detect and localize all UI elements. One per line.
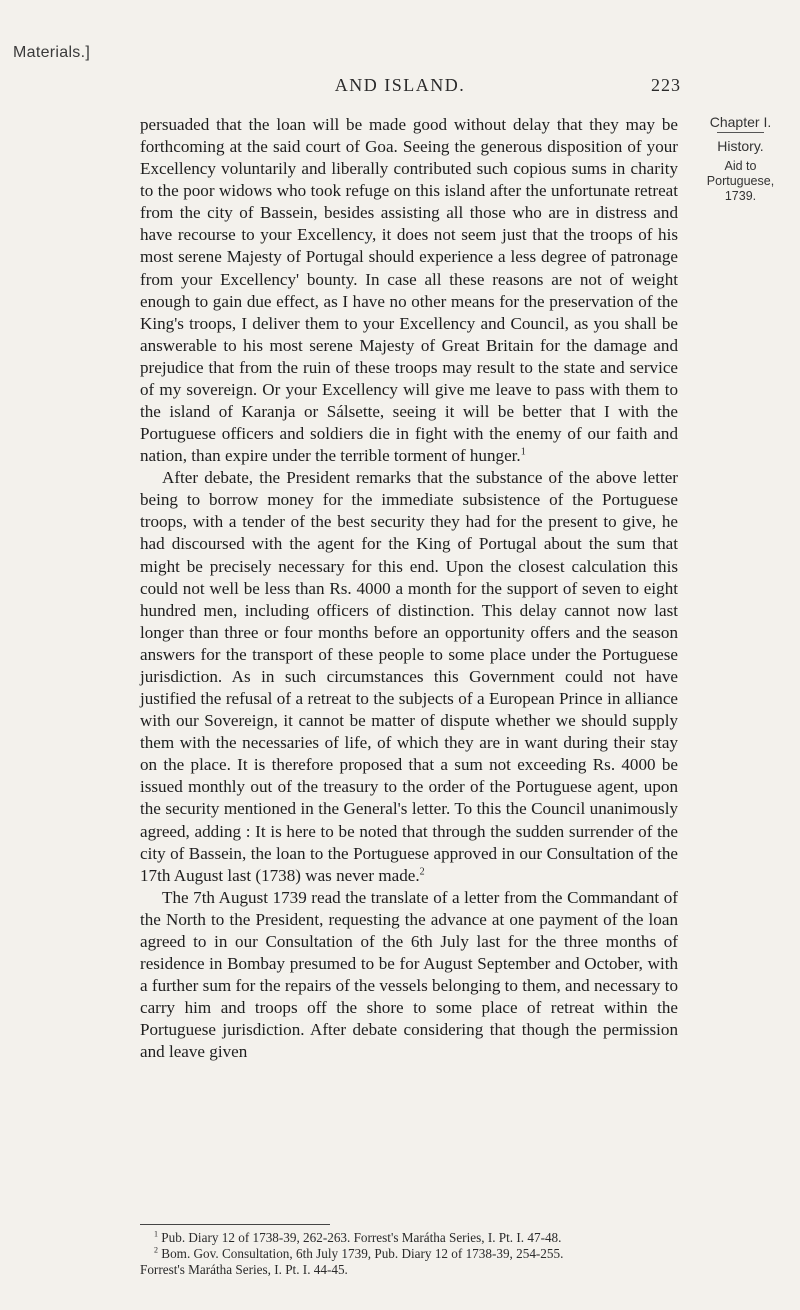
margin-topic-line-2: Portuguese, [706, 174, 775, 188]
footnote-ref-2: 2 [419, 865, 425, 877]
margin-topic [681, 159, 800, 204]
paragraph-3-text: The 7th August 1739 read the translate of a letter from the Commandant of the North to the President, requesting the advance at one payment of the loan agreed to in our Consultation of the 6th July last for the three months of residence in Bombay presumed to be for August September and October, with a further sum for the repairs of the vessels belonging to them, and necessary to carry him and troops off the shore to some place of retreat within the Portuguese jurisdiction. After debate considering that though the permission and leave given [140, 887, 678, 1062]
paragraph-3 [140, 887, 678, 1064]
body-text [140, 114, 678, 1063]
footnote-2-text: Bom. Gov. Consultation, 6th July 1739, Pub. Diary 12 of 1738-39, 254-255. [161, 1246, 564, 1261]
paragraph-2 [140, 467, 678, 886]
running-head-title: AND ISLAND. [334, 75, 466, 95]
paragraph-2-text: After debate, the President remarks that the substance of the above letter being to borrow money for the immediate subsistence of the Portuguese troops, with a tender of the best security they had for the present to give, he had discoursed with the agent for the King of Portugal about the sum that might be precisely necessary for this end. Upon the closest calculation this could not well be less than Rs. 4000 a month for the support of seven to eight hundred men, including officers of distinction. This delay cannot now last longer than three or four months before an opportunity offers and the season answers for the transport of these people to some place under the Portuguese jurisdiction. As in such circumstances this Government could not have justified the refusal of a retreat to the subjects of a European Prince in alliance with our Sovereign, it cannot be matter of dispute whether we should supply them with the necessaries of life, of which they are in want during their stay on the place. It is therefore proposed that a sum not exceeding Rs. 4000 be issued monthly out of the treasury to the order of the Portuguese agent, upon the security mentioned in the General's letter. To this the Council unanimously agreed, adding : It is here to be noted that through the sudden surrender of the city of Bassein, the loan to the Portuguese approved in our Consultation of the 17th August last (1738) was never made. [140, 468, 678, 885]
page-number: 223 [651, 75, 681, 95]
margin-topic-line-3: 1739. [724, 189, 757, 203]
margin-note [681, 113, 800, 204]
paragraph-1-text: persuaded that the loan will be made good without delay that they may be forthcoming at the said court of Goa. Seeing the generous disposition of your Excellency voluntarily and liberally contributed such copious sums in charity to the poor widows who took refuge on this island after the unfortunate retreat from the city of Bassein, besides assisting all those who are in distress and have recourse to your Excellency, it does not seem just that the troops of his most serene Majesty of Portugal should experience a less degree of patronage from your Excellency' bounty. In case all these reasons are not of weight enough to gain due effect, as I have no other means for the preservation of the King's troops, I deliver them to your Excellency and Council, as you shall be answerable to his most serene Majesty of Great Britain for the damage and prejudice that from the ruin of these troops may result to the state and service of my sovereign. Or your Excellency will give me leave to pass with them to the island of Karanja or Sálsette, seeing it will be better that I with the Portuguese officers and soldiers die in fight with the enemy of our faith and nation, than expire under the terrible torment of hunger. [140, 115, 678, 466]
footnote-rule [140, 1224, 330, 1225]
footnote-2 [140, 1246, 678, 1262]
margin-topic-line-1: Aid to [724, 159, 757, 173]
running-head-left: Materials.] [13, 44, 91, 61]
footnote-1 [140, 1230, 678, 1246]
footnote-2-mark: 2 [154, 1245, 158, 1255]
footnote-1-text: Pub. Diary 12 of 1738-39, 262-263. Forrest's Marátha Series, I. Pt. I. 47-48. [161, 1230, 562, 1245]
margin-section: History. [717, 132, 763, 158]
paragraph-1 [140, 114, 678, 467]
margin-chapter: Chapter I. [709, 114, 772, 130]
footnote-1-mark: 1 [154, 1229, 158, 1239]
footnote-ref-1: 1 [520, 446, 526, 458]
footnotes [140, 1230, 678, 1278]
footnote-2-continued: Forrest's Marátha Series, I. Pt. I. 44-45. [140, 1262, 348, 1277]
